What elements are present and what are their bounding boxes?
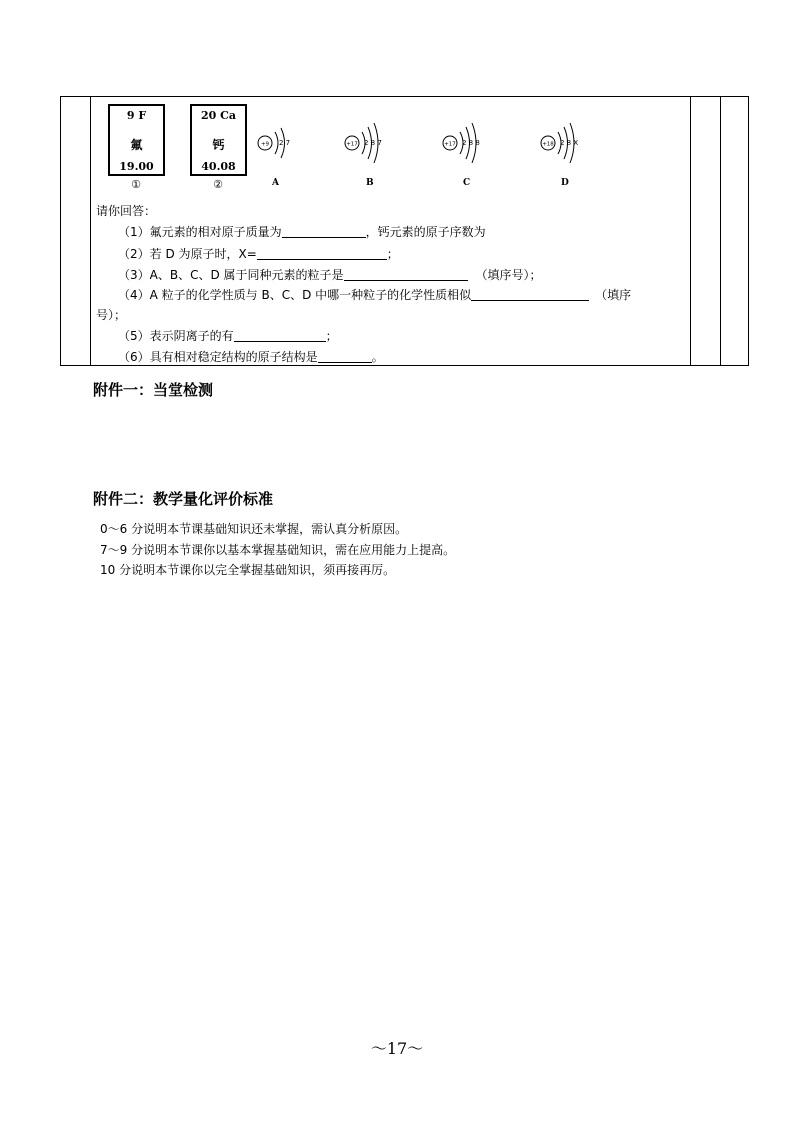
question-4 — [118, 287, 631, 303]
criteria-line-1: 0～6 分说明本节课基础知识还未掌握，需认真分析原因。 — [100, 522, 408, 536]
svg-text:2 7: 2 7 — [279, 139, 291, 147]
caption-1: ① — [131, 178, 141, 191]
question-2 — [118, 246, 399, 262]
question-1 — [118, 224, 486, 240]
atom-label-b: B — [366, 178, 374, 188]
question-5-text-a: （5）表示阴离子的有 — [118, 329, 234, 343]
svg-text:2 8 8: 2 8 8 — [462, 139, 480, 147]
element-name: 氟 — [130, 138, 143, 152]
answer-blank-1a[interactable] — [282, 225, 366, 238]
appendix-2-title: 附件二：教学量化评价标准 — [93, 490, 274, 508]
atom-diagram-d — [538, 118, 588, 168]
element-number-symbol: 20 Ca — [200, 109, 237, 122]
question-5-text-b: ； — [325, 329, 338, 343]
question-6 — [118, 349, 384, 365]
atom-label-a: A — [272, 178, 279, 188]
svg-text:+18: +18 — [542, 141, 554, 148]
questions-intro: 请你回答： — [96, 204, 157, 218]
question-1-text-a: （1）氟元素的相对原子质量为 — [118, 225, 282, 239]
question-6-text-a: （6）具有相对稳定结构的原子结构是 — [118, 350, 318, 364]
question-1-text-b: ，钙元素的原子序数为 — [365, 225, 486, 239]
atom-diagram-b — [342, 118, 392, 168]
answer-blank-4[interactable] — [471, 288, 589, 301]
atom-diagram-a — [255, 120, 305, 166]
element-number-symbol: 9 F — [126, 109, 147, 122]
table-divider-right-1 — [690, 96, 691, 366]
criteria-line-3: 10 分说明本节课你以完全掌握基础知识，须再接再厉。 — [100, 563, 396, 577]
question-2-text-a: （2）若 D 为原子时，X= — [118, 247, 257, 261]
svg-text:+9: +9 — [260, 141, 270, 148]
atom-label-c: C — [463, 178, 471, 188]
element-mass: 19.00 — [119, 160, 154, 173]
question-3-text-a: （3）A、B、C、D 属于同种元素的粒子是 — [118, 268, 344, 282]
element-card-fluorine — [108, 104, 165, 176]
atom-diagram-c — [440, 118, 490, 168]
answer-blank-5[interactable] — [234, 329, 326, 342]
appendix-1-title: 附件一：当堂检测 — [93, 381, 214, 399]
question-4-text-a: （4）A 粒子的化学性质与 B、C、D 中哪一种粒子的化学性质相似 — [118, 288, 472, 302]
element-mass: 40.08 — [201, 160, 236, 173]
question-4-cont: 号）； — [96, 308, 127, 322]
svg-text:+17: +17 — [444, 141, 456, 148]
svg-text:2 8 7: 2 8 7 — [364, 139, 382, 147]
question-5 — [118, 328, 338, 344]
element-name: 钙 — [212, 138, 225, 152]
question-2-text-b: ； — [386, 247, 399, 261]
answer-blank-6[interactable] — [318, 350, 372, 363]
table-divider-left — [90, 96, 91, 366]
question-6-text-b: 。 — [371, 350, 384, 364]
criteria-line-2: 7～9 分说明本节课你以基本掌握基础知识，需在应用能力上提高。 — [100, 543, 456, 557]
question-3-text-b: （填序号）； — [475, 268, 542, 282]
answer-blank-3[interactable] — [344, 268, 468, 281]
svg-text:2 8 X: 2 8 X — [560, 139, 579, 147]
question-3 — [118, 267, 542, 283]
question-4-text-b: （填序 — [595, 288, 632, 302]
page-number: ～17～ — [370, 1039, 424, 1058]
answer-blank-2[interactable] — [257, 247, 387, 260]
atom-label-d: D — [561, 178, 569, 188]
table-divider-right-2 — [720, 96, 721, 366]
caption-2: ② — [213, 178, 223, 191]
svg-text:+17: +17 — [346, 141, 358, 148]
element-card-calcium — [190, 104, 247, 176]
